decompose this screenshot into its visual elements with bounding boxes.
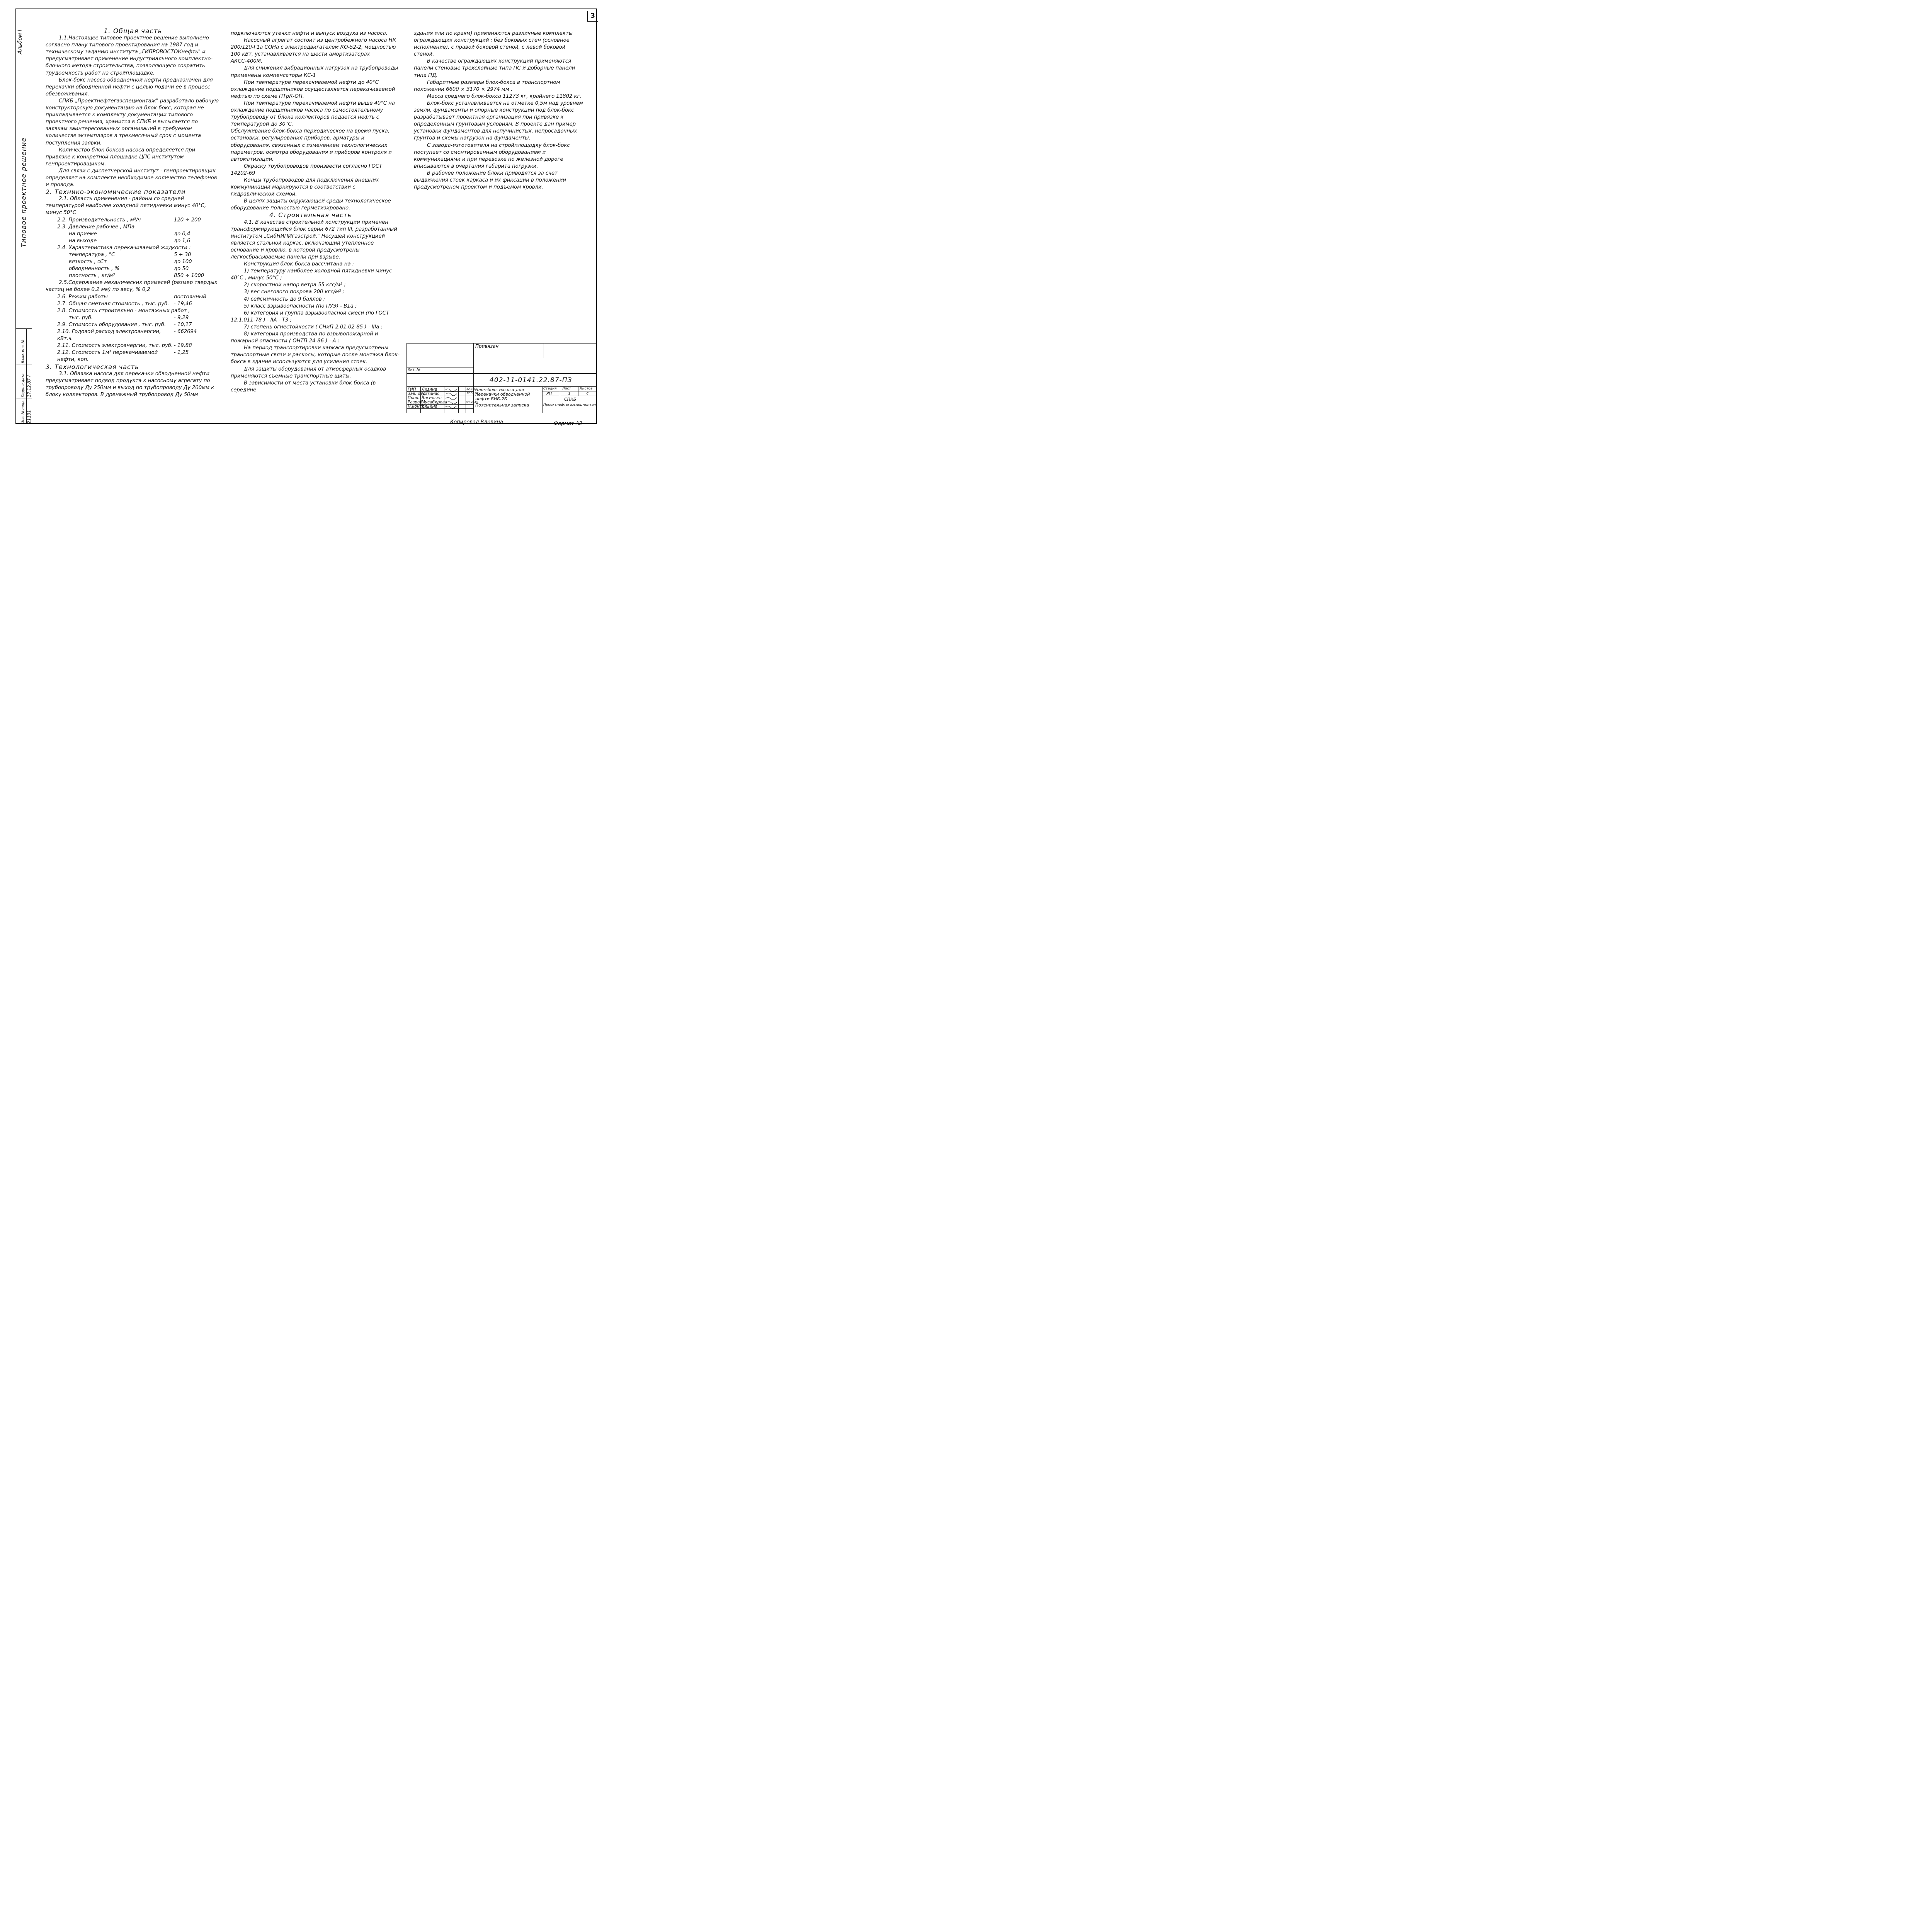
paragraph: В качестве ограждающих конструкций применяются панели стеновые трехслойные типа ПС и доборные панели типа ПД.: [414, 58, 575, 78]
paragraph: В зависимости от места установки блок-бокса (в середине: [231, 380, 376, 393]
date: 04.08.87: [466, 400, 479, 403]
paragraph: В целях защиты окружающей среды технологическое оборудование полностью герметизировано.: [231, 198, 391, 211]
column-2: [231, 30, 401, 394]
paragraph: Блок-бокс устанавливается на отметке 0,5м над уровнем земли, фундаменты и опорные конструкции под блок-бокс разрабатывает проектная организация при привязке к определенным грунтовым условиям. В проекте дан пример установки фундаментов для непучинистых, непросадочных грунтов и схемы нагрузок на фундаменты.: [414, 100, 583, 141]
paragraph: Конструкция блок-бокса рассчитана на :: [244, 261, 354, 267]
list-item: 6) категория и группа взрывоопасной смеси (по ГОСТ 12.1.011-78 ) - IIА - Т3 ;: [231, 310, 389, 323]
paragraph: Насосный агрегат состоит из центробежного насоса НК 200/120-Г1а СОНа с электродвигателем КО-52-2, мощностью 100 кВт, устанавливается на шести амортизаторах АКСС-400М.: [231, 37, 396, 65]
param-row: температура , °С 5 ÷ 30: [69, 252, 191, 258]
stamp-value-inv: 21131: [27, 410, 32, 423]
paragraph: Концы трубопроводов для подключения внешних коммуникаций маркируются в соответствии с гидравлической схемой.: [231, 177, 379, 197]
date: 12.8.87: [466, 388, 477, 391]
param-row: тыс. руб. - 9,29: [69, 315, 189, 321]
person: Ильина: [422, 404, 437, 409]
paragraph: Для связи с диспетчерской институт - генпроектировщик определяет на комплекте необходимое количество телефонов и провода.: [46, 168, 217, 188]
paragraph: Для снижения вибрационных нагрузок на трубопроводы применены компенсаторы КС-1: [231, 65, 398, 78]
paragraph: 4.1. В качестве строительной конструкции применен трансформирующийся блок серии 672 тип III, разработанный институтом „СибНИПИгазстрой." Несущей конструкцией является стальной каркас, включающий утепленное основание и кровлю, в которой предусмотрены легкосбрасываемые панели при взрыве.: [231, 219, 397, 260]
org-full: Проектнефтегазспецмонтаж: [543, 403, 597, 407]
bound-label: Привязан: [475, 344, 499, 349]
stage-value: РП: [546, 391, 552, 396]
org-short: СПКБ: [564, 397, 577, 402]
title-block: [406, 343, 597, 413]
column-1: [46, 28, 220, 398]
param-row: вязкость , сСт до 100: [69, 259, 192, 265]
paragraph: Окраску трубопроводов произвести согласно ГОСТ 14202-69: [231, 163, 383, 176]
paragraph: В рабочее положение блоки приводятся за счет выдвижения стоек каркаса и их фиксации в положении предусмотреном проектом и подъемом кровли.: [414, 170, 566, 190]
person: Нотинас: [422, 391, 440, 396]
list-item: 5) класс взрывоопасности (по ПУЭ) - В1а ;: [244, 303, 357, 309]
paragraph: здания или по краям) применяются различные комплекты ограждающих конструкций : без боковых стен (основное исполнение), с правой боковой стеной, с левой боковой стеной.: [414, 31, 573, 58]
signatures: [444, 387, 458, 412]
param-2-1: 2.1. Область применения - районы со средней температурой наиболее холодной пятидневки минус 40°С, минус 50°С: [46, 196, 206, 216]
section-3-heading: 3. Технологическая часть: [46, 363, 139, 371]
paragraph: СПКБ „Проектнефтегазспецмонтаж" разработало рабочую конструкторскую документацию на блок-бокс, которая не прикладывается к комплекту документации типового проектного решения, хранится в СПКБ и высылается по заявкам заинтересованных организаций в требуемом количестве экземпляров в трехмесячный срок с момента поступления заявки.: [46, 98, 219, 146]
paragraph: Масса среднего блок-бокса 11273 кг, крайнего 11802 кг.: [427, 93, 582, 99]
person: Васильев: [422, 396, 442, 400]
document-title: Блок-бокс насоса для перекачки обводненной нефти БНБ-2Б: [475, 388, 530, 401]
paragraph: Обслуживание блок-бокса периодическое на время пуска, остановки, регулирования приборов, арматуры и оборудования, связанных с изменением технологических параметров, осмотра оборудования и приборов контроля и автоматизации.: [231, 128, 392, 162]
param-2-5: 2.5.Содержание механических примесей (размер твердых частиц не более 0,2 мм) по весу, % 0,2: [46, 280, 218, 293]
param-row: на приеме до 0,4: [69, 231, 190, 237]
drawing-sheet: [0, 0, 606, 437]
paragraph: При температуре перекачиваемой нефти до 40°С охлаждение подшипников осуществляется перекачиваемой нефтью по схеме ПТрК-ОП.: [231, 79, 395, 99]
paragraph: Количество блок-боксов насоса определяется при привязке к конкретной площадке ЦПС институтом - генпроектировщиком.: [46, 147, 196, 167]
list-item: 8) категория производства по взрывопожарной и пожарной опасности ( ОНТП 24-86 ) - А ;: [231, 331, 378, 344]
date: 12.08.87: [466, 392, 479, 395]
column-3: [414, 30, 584, 191]
param-row: 2.6. Режим работы постоянный: [57, 294, 206, 300]
param-row: 2.2. Производительность , м³/ч 120 ÷ 200: [57, 217, 201, 223]
paragraph: На период транспортировки каркаса предусмотрены транспортные связи и раскосы, которые после монтажа блок-бокса в здание используются для усиления стоек.: [231, 345, 400, 365]
album-label: Альбом I: [17, 29, 23, 54]
list-item: 2) скоростной напор ветра 55 кгс/м² ;: [244, 282, 346, 288]
paragraph: 3.1. Обвязка насоса для перекачки обводненной нефти предусматривает подвод продукта к насосному агрегату по трубопроводу Ду 250мм и выход по трубопроводу Ду 200мм к блоку коллекторов. В дренажный трубопровод Ду 50мм: [46, 371, 214, 398]
stage-label: Стадия: [543, 387, 557, 391]
paragraph: С завода-изготовителя на стройплощадку блок-бокс поступает со смонтированным оборудованием и коммуникациями и при перевозке по железной дороге вписываются в очертания габарита погрузки.: [414, 142, 570, 169]
stamp-label-inv: Инв. № подл.: [21, 399, 25, 423]
param-row: плотность , кг/м³ 850 ÷ 1000: [69, 273, 204, 279]
series-title: Типовое проектное решение: [20, 137, 28, 247]
param-row: 2.11. Стоимость электроэнергии, тыс. руб. - 19,88: [57, 343, 192, 349]
paragraph: Для защиты оборудования от атмосферных осадков применяются съемные транспортные щиты.: [231, 366, 386, 379]
person: Мусабирова: [422, 400, 447, 405]
section-2-heading: 2. Технико-экономические показатели: [46, 188, 186, 196]
section-4-heading: 4. Строительная часть: [269, 211, 352, 219]
document-subtitle: Пояснительная записка: [475, 403, 529, 408]
list-item: 4) сейсмичность до 9 баллов ;: [244, 296, 325, 302]
stamp-label-sign: Подп. и дата: [21, 373, 25, 397]
sheets-label: Листов: [580, 387, 593, 391]
sheet-number: 3: [587, 11, 598, 22]
paragraph: подключаются утечки нефти и выпуск воздуха из насоса.: [231, 31, 388, 36]
list-item: 3) вес снегового покрова 200 кгс/м² ;: [244, 289, 345, 295]
param-row: на выходе до 1,6: [69, 238, 190, 244]
param-row: 2.4. Характеристика перекачиваемой жидкости :: [57, 245, 191, 251]
stamp-value-date: 17.12.87 /: [27, 375, 32, 397]
role: Н.контр.: [408, 404, 426, 409]
paragraph: 1.1.Настоящее типовое проектное решение выполнено согласно плану типового проектирования на 1987 год и техническому заданию института „ГИПРОВОСТОКнефть" и предусматривает применение индустриального комплектно-блочного метода строительства, позволяющего сократить трудоемкость работ на стройплощадке.: [46, 35, 213, 76]
role: Разраб.: [408, 400, 424, 405]
copied-by: Копировал Вдовина: [450, 419, 503, 425]
inv-label: Инв. №: [408, 368, 421, 372]
person: Лизина: [422, 387, 437, 392]
role: ГИП: [408, 387, 416, 392]
param-row: 2.7. Общая сметная стоимость , тыс. руб. - 19,46: [57, 301, 192, 307]
stamp-label-replace: Взам. инв. №: [21, 339, 25, 363]
param-row: 2.9. Стоимость оборудования , тыс. руб. - 10,17: [57, 321, 192, 328]
param-row: 2.12. Стоимость 1м³ перекачиваемой нефти, коп. - 1,25: [57, 350, 189, 363]
role: Зав. отд.: [408, 391, 427, 396]
param-row: 2.8. Стоимость строительно - монтажных работ ,: [57, 308, 190, 314]
paragraph: Габаритные размеры блок-бокса в транспортном положении 6600 × 3170 × 2974 мм .: [414, 79, 560, 92]
list-item: 1) температуру наиболее холодной пятидневки минус 40°С , минус 50°С ;: [231, 268, 392, 281]
param-row: 2.10. Годовой расход электроэнергии, кВт.ч. - 662694: [57, 329, 197, 342]
margin-stamp: [15, 328, 32, 424]
role: Пров.: [408, 396, 420, 400]
sheet-label: Лист: [562, 387, 571, 391]
sheets-value: 4: [586, 391, 589, 396]
param-row: обводненность , % до 50: [69, 266, 189, 272]
document-code: 402-11-0141.22.87-ПЗ: [490, 376, 572, 384]
paragraph: Блок-бокс насоса обводненной нефти предназначен для перекачки обводненной нефти с целью подачи ее в процесс обезвоживания.: [46, 77, 213, 97]
sheet-format: Формат А2: [554, 421, 583, 427]
param-row: 2.3. Давление рабочее , МПа: [57, 224, 135, 230]
sheet-value: 1: [568, 391, 571, 396]
section-1-heading: 1. Общая часть: [104, 27, 162, 35]
paragraph: При температуре перекачиваемой нефти выше 40°С на охлаждение подшипников насоса по самостоятельному трубопроводу от блока коллекторов подается нефть с температурой до 30°С.: [231, 100, 395, 128]
list-item: 7) степень огнестойкости ( СНиП 2.01.02-85 ) - IIIа ;: [244, 324, 383, 330]
